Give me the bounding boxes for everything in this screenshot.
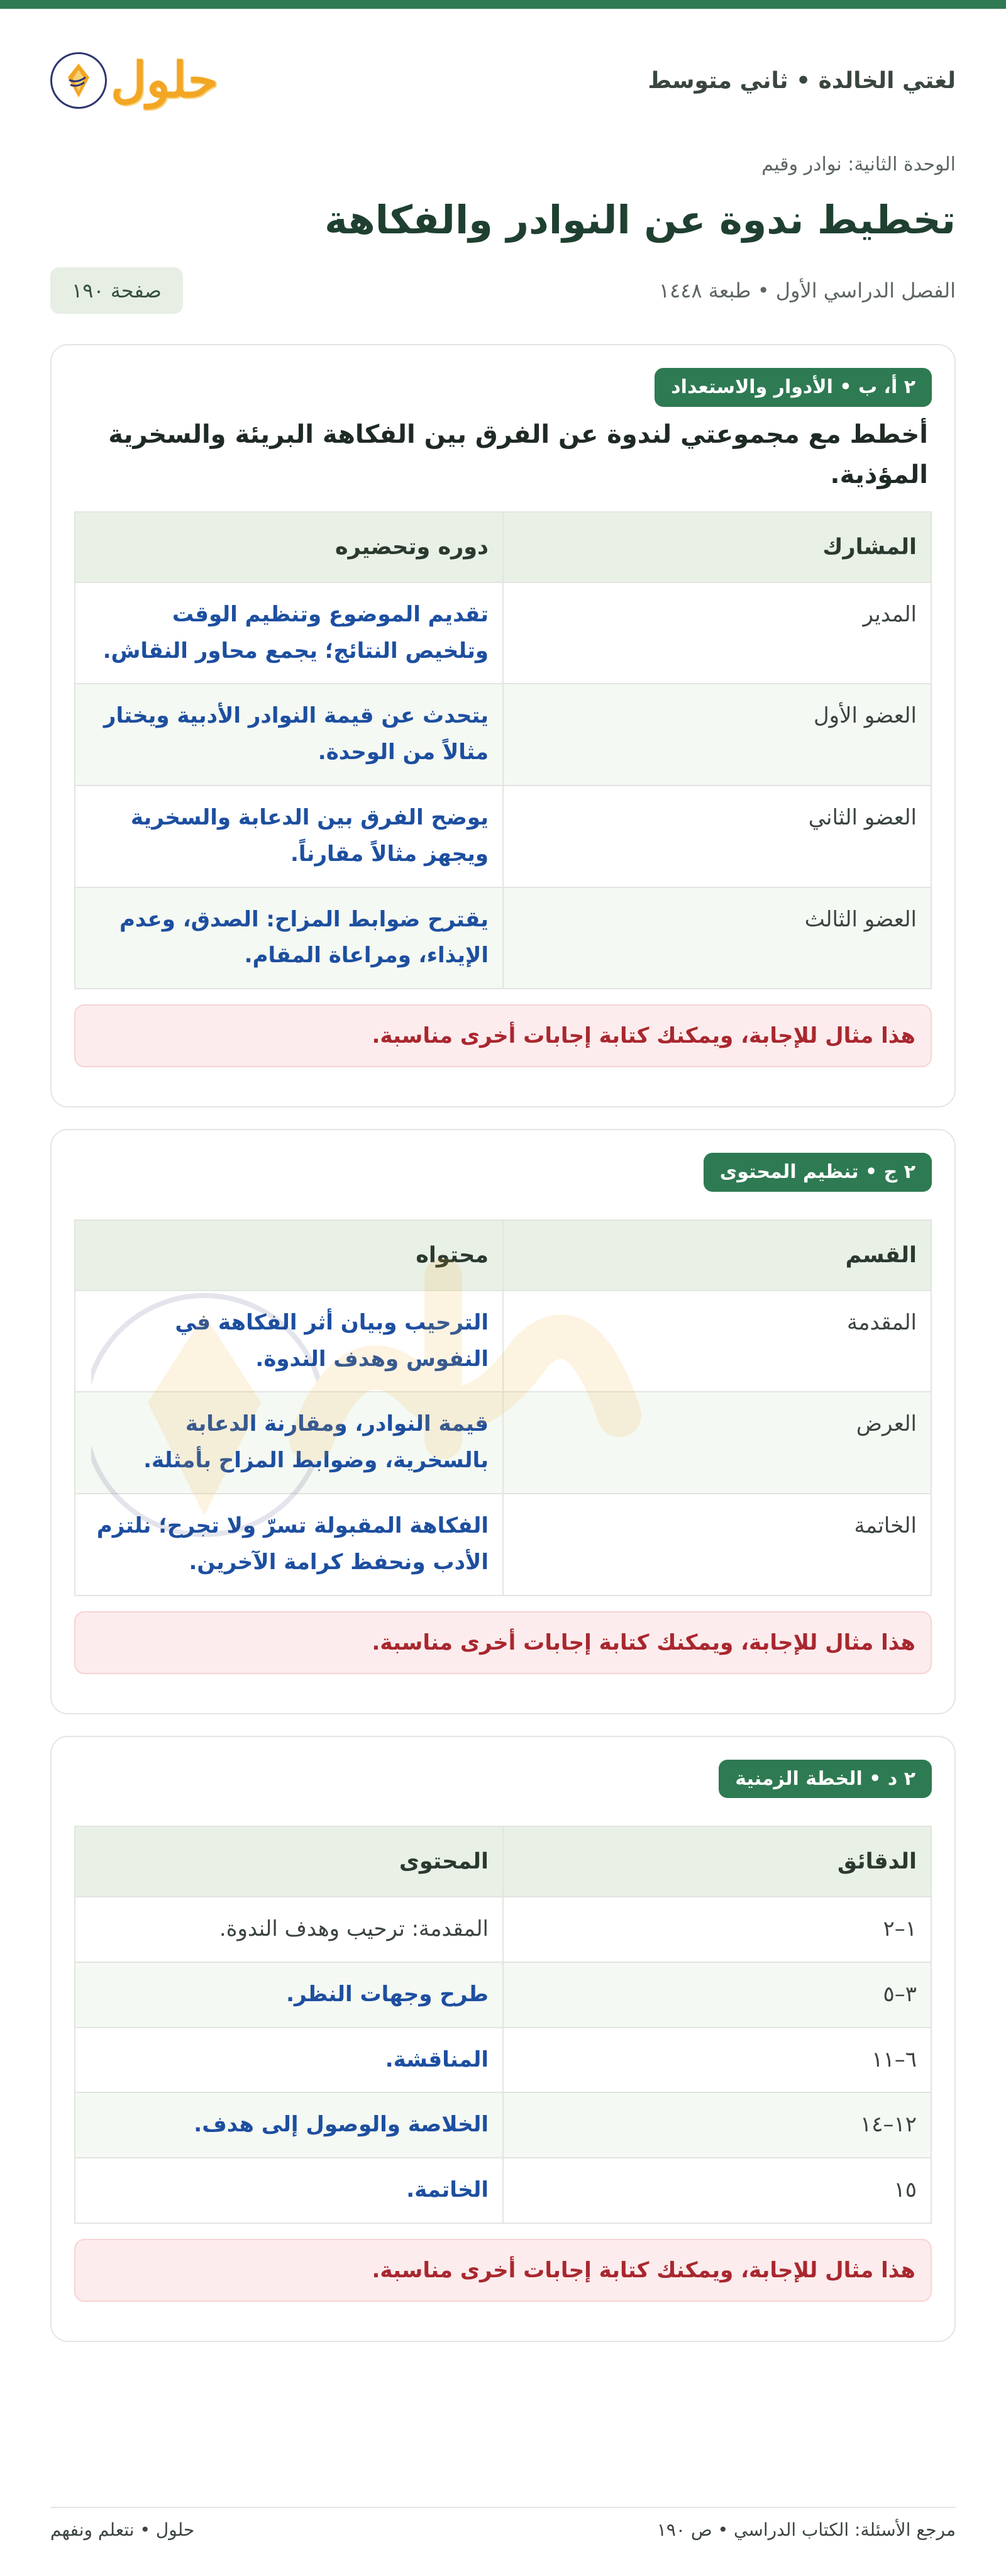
column-header: القسم — [503, 1220, 931, 1291]
table-cell: ٣–٥ — [503, 1962, 931, 2028]
table-row — [75, 786, 931, 887]
table-row — [75, 2028, 931, 2093]
answer-cell: الخاتمة. — [75, 2158, 503, 2223]
table-cell: المدير — [503, 582, 931, 684]
column-header: الدقائق — [503, 1826, 931, 1897]
section-card-content — [50, 1129, 956, 1714]
unit-line: الوحدة الثانية: نوادر وقيم — [761, 153, 956, 175]
table-cell: ٦–١١ — [503, 2028, 931, 2093]
section-prompt: أخطط مع مجموعتي لندوة عن الفرق بين الفكاهة البريئة والسخرية المؤذية. — [108, 419, 928, 489]
answer-cell: يقترح ضوابط المزاح: الصدق، وعدم الإيذاء، ومراعاة المقام. — [75, 887, 503, 989]
table-cell: المقدمة: ترحيب وهدف الندوة. — [75, 1897, 503, 1962]
answer-cell: المناقشة. — [75, 2028, 503, 2093]
answer-cell: الترحيب وبيان أثر الفكاهة في النفوس وهدف الندوة. — [75, 1291, 503, 1392]
sample-answer-note: هذا مثال للإجابة، ويمكنك كتابة إجابات أخرى مناسبة. — [74, 2239, 932, 2302]
column-header: دوره وتحضيره — [75, 512, 503, 582]
table-row — [75, 887, 931, 989]
answer-cell: يوضح الفرق بين الدعابة والسخرية ويجهز مثالاً مقارناً. — [75, 786, 503, 887]
semester-edition: الفصل الدراسي الأول • طبعة ١٤٤٨ — [658, 279, 956, 303]
sample-answer-note: هذا مثال للإجابة، ويمكنك كتابة إجابات أخرى مناسبة. — [74, 1004, 932, 1067]
table-cell: العضو الأول — [503, 684, 931, 786]
section-badge: ٢ ج • تنظيم المحتوى — [704, 1153, 932, 1192]
table-cell: ١٥ — [503, 2158, 931, 2223]
table-row — [75, 1897, 931, 1962]
table-row — [75, 1392, 931, 1494]
table-row — [75, 1291, 931, 1392]
table-cell: العضو الثاني — [503, 786, 931, 887]
page-number-chip: صفحة ١٩٠ — [50, 267, 183, 314]
table-row — [75, 684, 931, 786]
content-table — [74, 1219, 932, 1596]
page-title: تخطيط ندوة عن النوادر والفكاهة — [324, 197, 956, 243]
table-row — [75, 1494, 931, 1596]
answer-cell: الفكاهة المقبولة تسرّ ولا تجرح؛ نلتزم الأدب ونحفظ كرامة الآخرين. — [75, 1494, 503, 1596]
table-header-row — [75, 1826, 931, 1897]
table-header-row — [75, 1220, 931, 1291]
answer-cell: قيمة النوادر، ومقارنة الدعابة بالسخرية، وضوابط المزاح بأمثلة. — [75, 1392, 503, 1494]
sample-answer-note: هذا مثال للإجابة، ويمكنك كتابة إجابات أخرى مناسبة. — [74, 1611, 932, 1674]
meta-row — [50, 267, 956, 314]
table-cell: الخاتمة — [503, 1494, 931, 1596]
answer-cell: الخلاصة والوصول إلى هدف. — [75, 2092, 503, 2158]
answer-cell: يتحدث عن قيمة النوادر الأدبية ويختار مثالاً من الوحدة. — [75, 684, 503, 786]
table-cell: المقدمة — [503, 1291, 931, 1392]
table-cell: العرض — [503, 1392, 931, 1494]
timeline-table — [74, 1826, 932, 2224]
section-badge: ٢ أ، ب • الأدوار والاستعداد — [655, 368, 932, 407]
table-cell: ١٢–١٤ — [503, 2092, 931, 2158]
top-accent-bar — [0, 0, 1006, 9]
book-title: لغتي الخالدة • ثاني متوسط — [648, 67, 956, 94]
table-row — [75, 2092, 931, 2158]
logo-wordmark: حلول — [111, 52, 219, 109]
footer-reference: مرجع الأسئلة: الكتاب الدراسي • ص ١٩٠ — [656, 2519, 956, 2540]
page-content — [0, 9, 1006, 2342]
section-badge: ٢ د • الخطة الزمنية — [719, 1760, 932, 1799]
page-footer — [50, 2507, 956, 2540]
section-card-roles — [50, 344, 956, 1108]
column-header: المحتوى — [75, 1826, 503, 1897]
table-cell: العضو الثالث — [503, 887, 931, 989]
hulul-logo[interactable] — [50, 52, 218, 109]
answer-cell: تقديم الموضوع وتنظيم الوقت وتلخيص النتائج؛ يجمع محاور النقاش. — [75, 582, 503, 684]
roles-table — [74, 511, 932, 989]
column-header: محتواه — [75, 1220, 503, 1291]
answer-cell: طرح وجهات النظر. — [75, 1962, 503, 2028]
table-row — [75, 582, 931, 684]
table-row — [75, 1962, 931, 2028]
section-card-timeline — [50, 1736, 956, 2342]
table-header-row — [75, 512, 931, 582]
column-header: المشارك — [503, 512, 931, 582]
table-cell: ١–٢ — [503, 1897, 931, 1962]
logo-emblem-icon — [50, 52, 107, 109]
table-row — [75, 2158, 931, 2223]
page-header — [50, 9, 956, 147]
footer-brand: حلول • نتعلم ونفهم — [50, 2519, 195, 2540]
